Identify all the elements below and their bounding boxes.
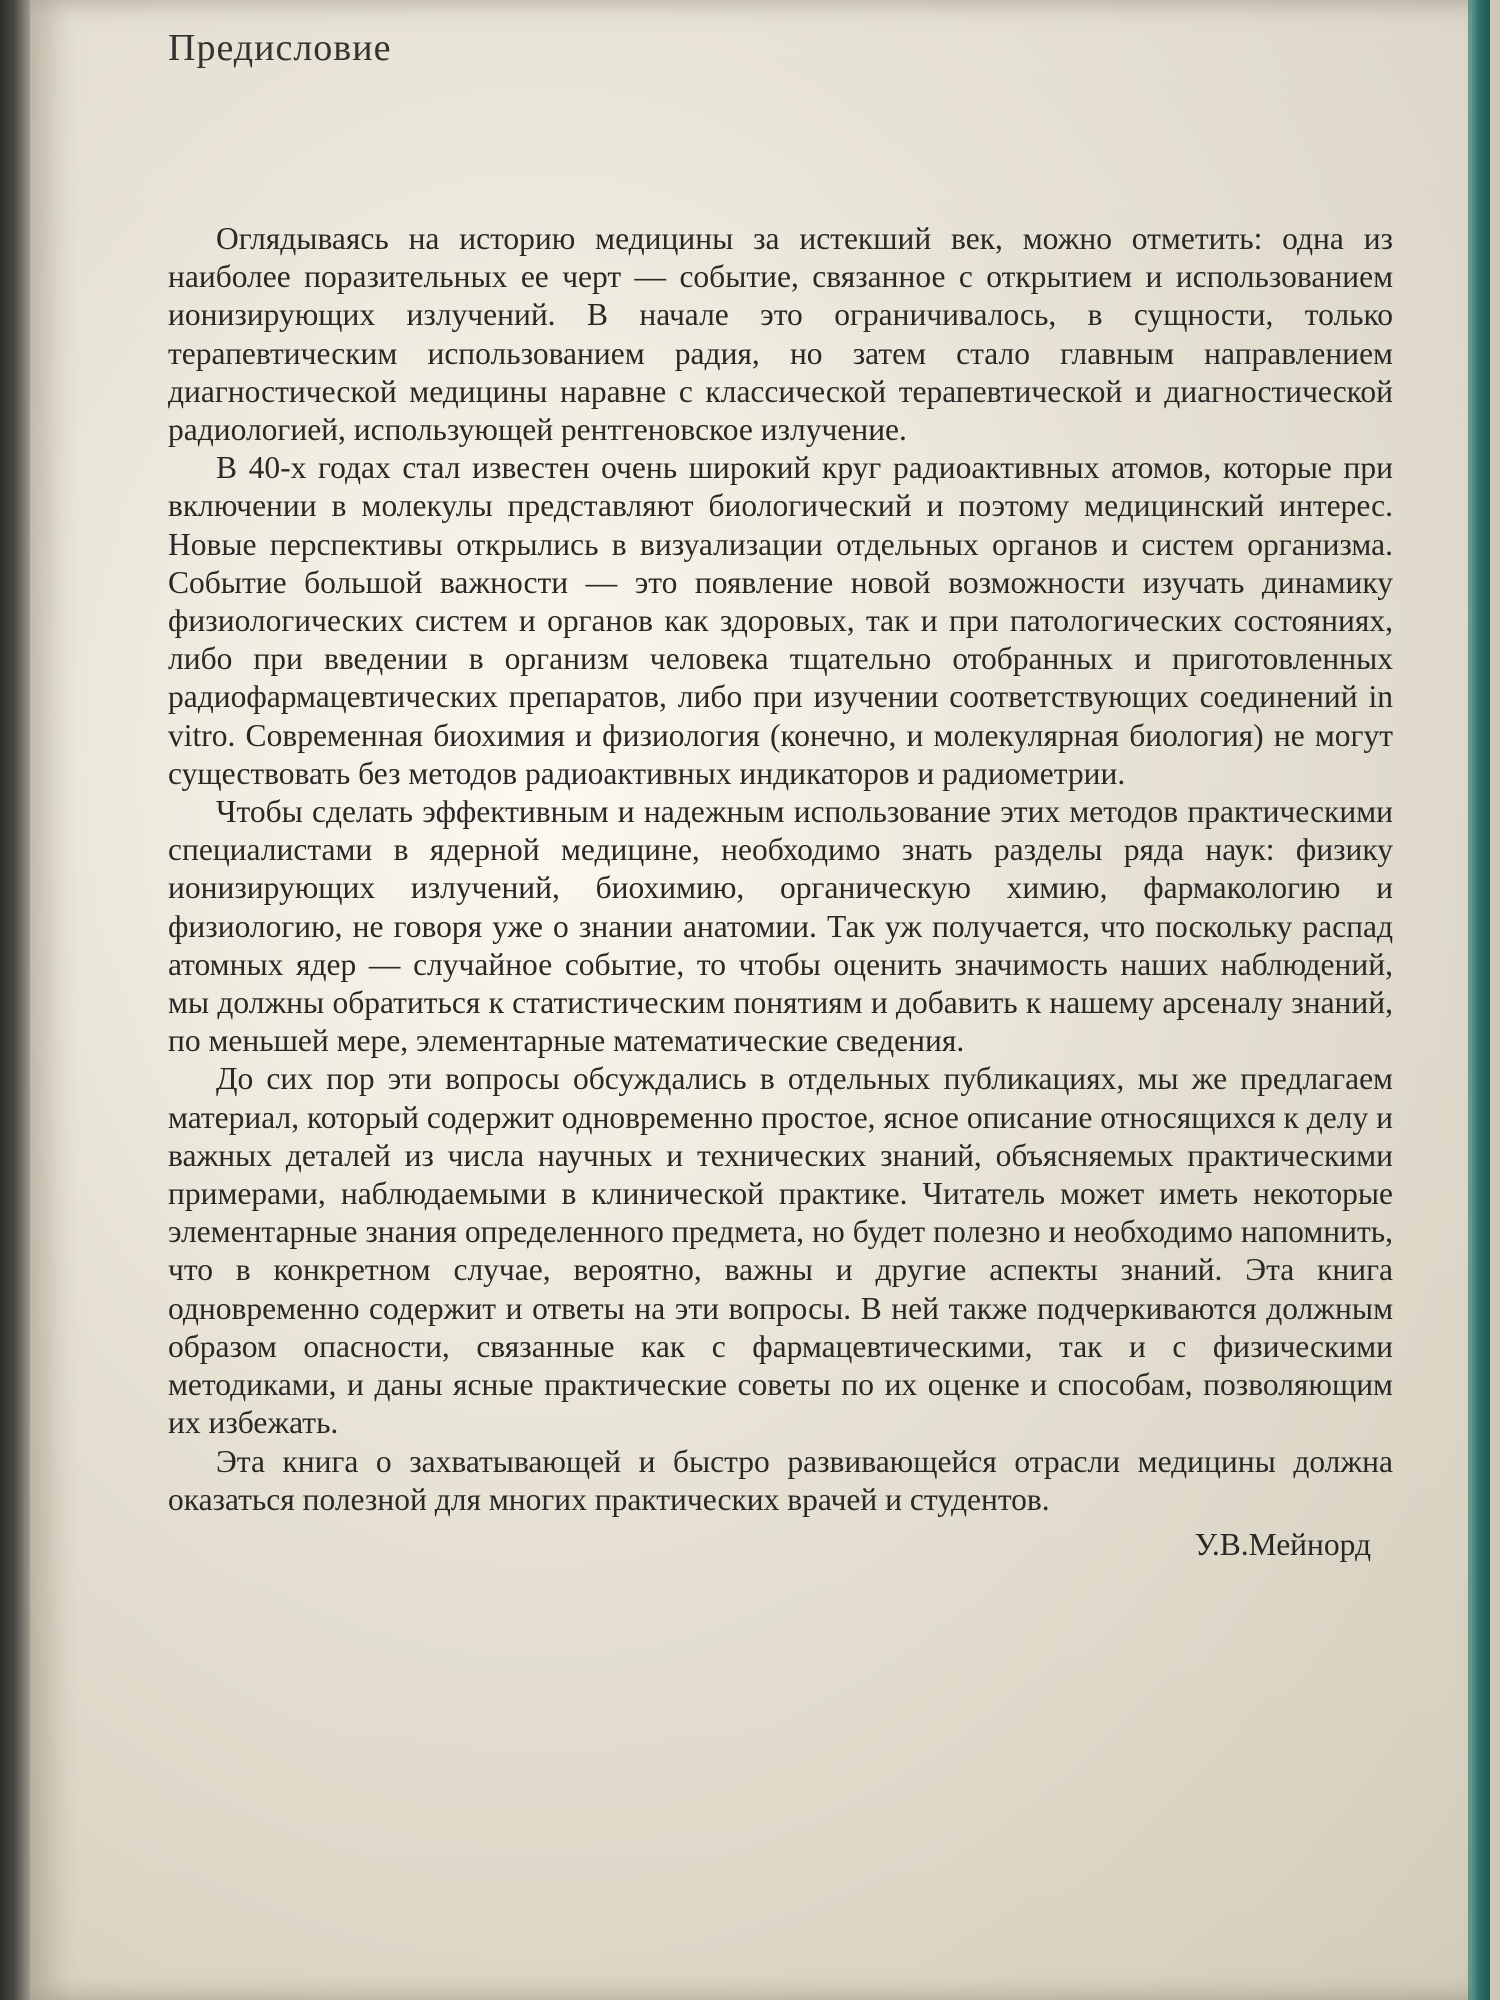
paragraph-3: Чтобы сделать эффективным и надежным использование этих методов практическими специалистами в ядерной медицине, необходимо знать разделы ряда наук: физику ионизирующих излучений, биохимию, органическую химию, фармакологию и физиологию, не говоря уже о знании анатомии. Так уж получается, что поскольку распад атомных ядер — случайное событие, то чтобы оценить значимость наших наблюдений, мы должны обратиться к статистическим понятиям и добавить к нашему арсеналу знаний, по меньшей мере, элементарные математические сведения.: [168, 794, 1393, 1059]
paragraph-4: До сих пор эти вопросы обсуждались в отдельных публикациях, мы же предлагаем материал, который содержит одновременно простое, ясное описание относящихся к делу и важных деталей из числа научных и технических знаний, объясняемых практическими примерами, наблюдаемыми в клинической практике. Читатель может иметь некоторые элементарные знания определенного предмета, но будет полезно и необходимо напомнить, что в конкретном случае, вероятно, важны и другие аспекты знаний. Эта книга одновременно содержит и ответы на эти вопросы. В ней также подчеркиваются должным образом опасности, связанные как с фармацевтическими, так и с физическими методиками, и даны ясные практические советы по их оценке и способам, позволяющим их избежать.: [168, 1061, 1393, 1441]
author-signature: У.В.Мейнорд: [1194, 1526, 1371, 1562]
paragraph-1: Оглядываясь на историю медицины за истекший век, можно отметить: одна из наиболее поразительных ее черт — событие, связанное с открытием и использованием ионизирующих излучений. В начале это ограничивалось, в сущности, только терапевтическим использованием радия, но затем стало главным направлением диагностической медицины наравне с классической терапевтической и диагностической радиологией, использующей рентгеновское излучение.: [168, 221, 1393, 448]
paragraph-5: Эта книга о захватывающей и быстро развивающейся отрасли медицины должна оказаться полезной для многих практических врачей и студентов.: [168, 1443, 1393, 1517]
book-cover-edge: [1472, 0, 1490, 2000]
page-title: Предисловие: [168, 27, 392, 69]
book-page: [30, 0, 1490, 2000]
paragraph-2: В 40-х годах стал известен очень широкий круг радиоактивных атомов, которые при включении в молекулы представляют биологический и поэтому медицинский интерес. Новые перспективы открылись в визуализации отдельных органов и систем организма. Событие большой важности — это появление новой возможности изучать динамику физиологических систем и органов как здоровых, так и при патологических состояниях, либо при введении в организм человека тщательно отобранных и приготовленных радиофармацевтических препаратов, либо при изучении соответствующих соединений in vitro. Современная биохимия и физиология (конечно, и молекулярная биология) не могут существовать без методов радиоактивных индикаторов и радиометрии.: [168, 450, 1393, 791]
page-content: [168, 26, 1393, 1563]
